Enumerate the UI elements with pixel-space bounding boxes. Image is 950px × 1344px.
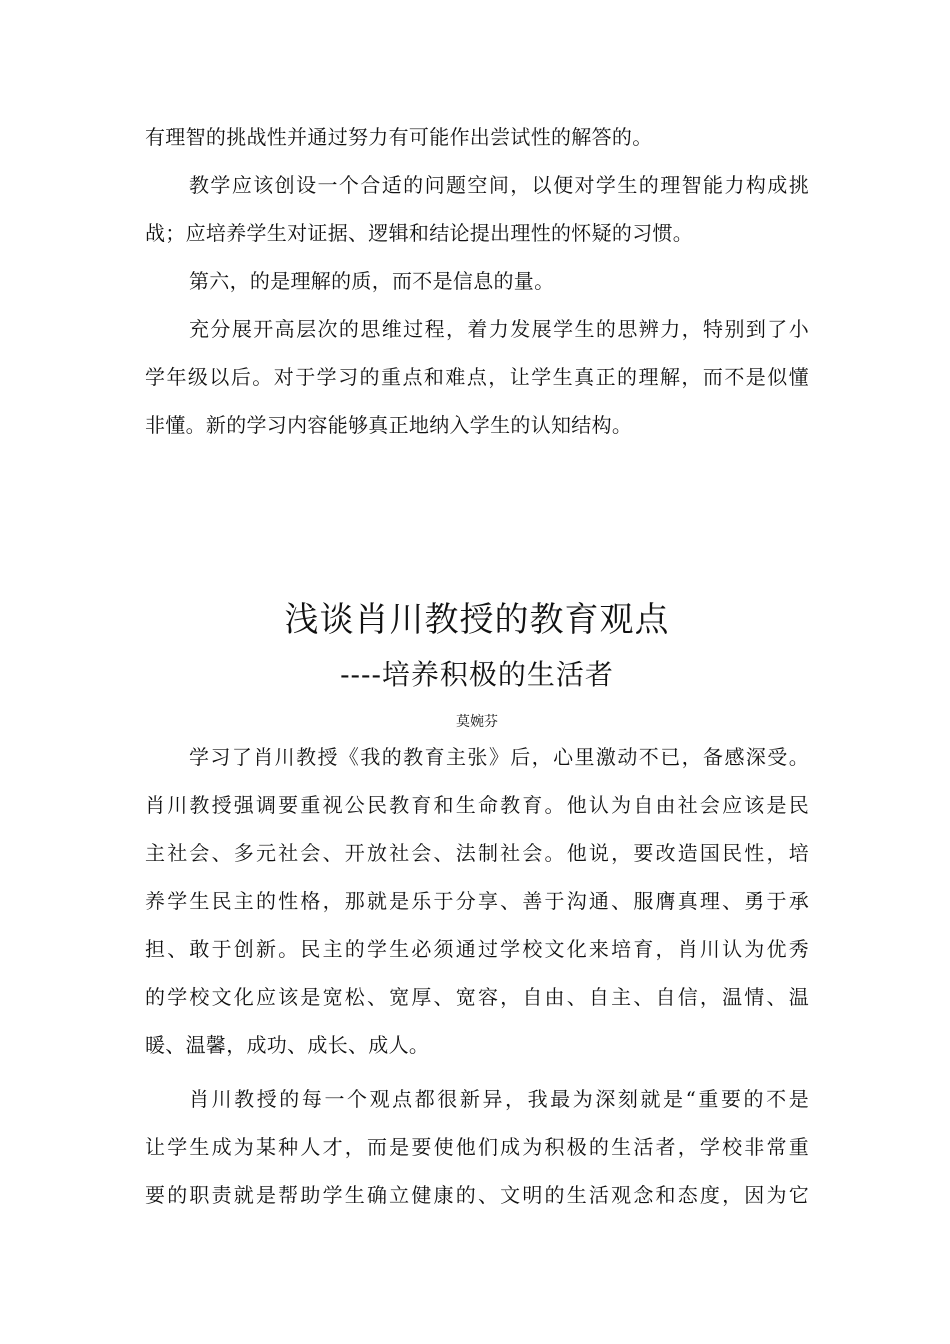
paragraph-line: 肖川教授的每一个观点都很新异，我最为深刻就是“重要的不是 bbox=[189, 1087, 809, 1111]
paragraph-line: 学习了肖川教授《我的教育主张》后，心里激动不已，备感深受。 bbox=[189, 745, 809, 769]
paragraph-line: 学年级以后。对于学习的重点和难点，让学生真正的理解，而不是似懂 bbox=[145, 365, 809, 389]
paragraph-line: 要的职责就是帮助学生确立健康的、文明的生活观念和态度，因为它 bbox=[145, 1183, 809, 1207]
article-body bbox=[145, 733, 809, 1219]
paragraph-line: 充分展开高层次的思维过程，着力发展学生的思辨力，特别到了小 bbox=[189, 317, 809, 341]
paragraph-line: 暖、温馨，成功、成长、成人。 bbox=[145, 1033, 430, 1057]
paragraph-line: 养学生民主的性格，那就是乐于分享、善于沟通、服膺真理、勇于承 bbox=[145, 889, 809, 913]
paragraph-line: 肖川教授强调要重视公民教育和生命教育。他认为自由社会应该是民 bbox=[145, 793, 809, 817]
previous-section bbox=[145, 113, 809, 449]
paragraph-line: 让学生成为某种人才，而是要使他们成为积极的生活者，学校非常重 bbox=[145, 1135, 809, 1159]
paragraph-line: 第六，的是理解的质，而不是信息的量。 bbox=[189, 269, 555, 293]
paragraph-line: 的学校文化应该是宽松、宽厚、宽容，自由、自主、自信，温情、温 bbox=[145, 985, 809, 1009]
article-author: 莫婉芬 bbox=[456, 714, 498, 730]
paragraph-line: 主社会、多元社会、开放社会、法制社会。他说，要改造国民性，培 bbox=[145, 841, 809, 865]
paragraph-line: 非懂。新的学习内容能够真正地纳入学生的认知结构。 bbox=[145, 413, 633, 437]
paragraph-line: 有理智的挑战性并通过努力有可能作出尝试性的解答的。 bbox=[145, 125, 653, 149]
article-subtitle: ----培养积极的生活者 bbox=[340, 658, 614, 691]
paragraph-line: 教学应该创设一个合适的问题空间，以便对学生的理智能力构成挑 bbox=[189, 173, 809, 197]
paragraph-line: 担、敢于创新。民主的学生必须通过学校文化来培育，肖川认为优秀 bbox=[145, 937, 809, 961]
article-title: 浅谈肖川教授的教育观点 bbox=[284, 600, 670, 640]
paragraph-line: 战；应培养学生对证据、逻辑和结论提出理性的怀疑的习惯。 bbox=[145, 221, 694, 245]
